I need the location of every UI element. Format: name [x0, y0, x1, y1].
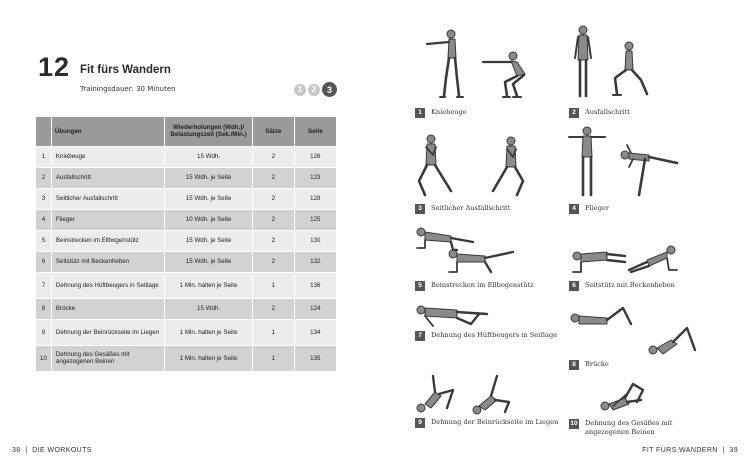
exercise-number-badge: 2 [569, 108, 579, 118]
row-number: 3 [36, 188, 51, 209]
exercise-caption [415, 108, 467, 118]
level-2-badge: 2 [308, 84, 320, 96]
row-repetitions: 1 Min. halten je Seite [165, 272, 253, 298]
right-page [375, 0, 750, 474]
row-page: 134 [294, 319, 336, 345]
row-repetitions: 15 Wdh. je Seite [165, 230, 253, 251]
header-exercise: Übungen [51, 117, 164, 146]
row-page: 128 [294, 188, 336, 209]
row-exercise: Beinstrecken im Ellbogenstütz [51, 230, 164, 251]
row-repetitions: 15 Wdh. je Seite [165, 167, 253, 188]
bridge-illustration [567, 298, 717, 358]
exercise-number-badge: 8 [569, 360, 579, 370]
exercise-caption [569, 108, 630, 118]
section-title-left: DIE WORKOUTS [32, 447, 92, 454]
hip-flexor-stretch-illustration [413, 298, 563, 332]
exercise-number-badge: 4 [569, 204, 579, 214]
table-row [36, 272, 336, 298]
exercise-number-badge: 1 [415, 108, 425, 118]
exercise-label: Kniebeuge [431, 108, 467, 116]
row-exercise: Dehnung des Hüftbeugers in Seitlage [51, 272, 164, 298]
page-number-left: 38 [12, 447, 21, 454]
level-1-badge: 1 [294, 84, 306, 96]
exercise-card-4 [567, 125, 717, 217]
hamstring-stretch-illustration [413, 372, 563, 416]
row-exercise: Flieger [51, 209, 164, 230]
table-row [36, 319, 336, 345]
workout-title: Fit fürs Wandern [80, 64, 171, 76]
row-exercise: Kniebeuge [51, 146, 164, 167]
exercise-card-5 [413, 222, 563, 294]
row-exercise: Dehnung der Beinrückseite im Liegen [51, 319, 164, 345]
exercise-label: Dehnung des Gesäßes mit angezogenen Beinen [585, 419, 673, 436]
row-page: 136 [294, 272, 336, 298]
table-header-row [36, 117, 336, 146]
exercise-caption [415, 204, 510, 214]
difficulty-levels [294, 82, 337, 97]
row-number: 7 [36, 272, 51, 298]
row-number: 6 [36, 251, 51, 272]
row-page: 125 [294, 209, 336, 230]
row-page: 130 [294, 230, 336, 251]
row-sets: 2 [252, 146, 294, 167]
row-page: 126 [294, 146, 336, 167]
lunge-illustration [567, 22, 717, 102]
row-exercise: Ausfallschritt [51, 167, 164, 188]
exercise-label: Flieger [585, 204, 609, 212]
row-number: 9 [36, 319, 51, 345]
exercise-card-6 [567, 222, 717, 294]
table-row [36, 298, 336, 319]
exercise-label: Dehnung der Beinrückseite im Liegen [431, 418, 559, 426]
page-number-right: 39 [729, 447, 738, 454]
row-exercise: Dehnung des Gesäßes mit angezogenen Beinen [51, 345, 164, 371]
row-repetitions: 1 Min. halten je Seite [165, 319, 253, 345]
row-sets: 2 [252, 230, 294, 251]
row-number: 1 [36, 146, 51, 167]
row-sets: 1 [252, 345, 294, 371]
table-row [36, 167, 336, 188]
exercise-number-badge: 6 [569, 281, 579, 291]
elbow-plank-leg-raise-illustration [413, 222, 563, 278]
footer-right [642, 447, 738, 454]
exercise-number-badge: 7 [415, 331, 425, 341]
row-number: 4 [36, 209, 51, 230]
exercise-card-10 [567, 376, 717, 438]
row-sets: 1 [252, 272, 294, 298]
row-repetitions: 15 Wdh. je Seite [165, 251, 253, 272]
exercise-number-badge: 3 [415, 204, 425, 214]
row-page: 123 [294, 167, 336, 188]
exercise-card-8 [567, 298, 717, 374]
exercise-card-7 [413, 298, 563, 348]
row-exercise: Seitlicher Ausfallschritt [51, 188, 164, 209]
row-repetitions: 15 Wdh. je Seite [165, 188, 253, 209]
row-sets: 2 [252, 188, 294, 209]
row-repetitions: 10 Wdh. je Seite [165, 209, 253, 230]
row-page: 135 [294, 345, 336, 371]
row-repetitions: 1 Min. halten je Seite [165, 345, 253, 371]
row-repetitions: 15 Wdh. [165, 298, 253, 319]
workout-number: 12 [38, 52, 71, 82]
row-number: 5 [36, 230, 51, 251]
table-row [36, 146, 336, 167]
glute-stretch-illustration [567, 376, 717, 416]
row-number: 8 [36, 298, 51, 319]
exercise-caption [415, 331, 557, 341]
row-sets: 2 [252, 251, 294, 272]
section-title-right: FIT FÜRS WANDERN [642, 447, 718, 454]
footer-divider: | [22, 447, 30, 454]
row-number: 2 [36, 167, 51, 188]
footer-left [12, 447, 92, 454]
workout-duration: Trainingsdauer: 30 Minuten [80, 85, 176, 93]
side-plank-hip-raise-illustration [567, 222, 717, 278]
row-exercise: Brücke [51, 298, 164, 319]
exercise-caption [569, 360, 609, 370]
header-sets: Sätze [252, 117, 294, 146]
exercise-label: Dehnung des Hüftbeugers in Seitlage [431, 331, 558, 339]
table-row [36, 230, 336, 251]
row-repetitions: 15 Wdh. [165, 146, 253, 167]
row-page: 132 [294, 251, 336, 272]
row-sets: 2 [252, 209, 294, 230]
exercise-card-2 [567, 22, 717, 122]
exercise-caption [569, 281, 675, 291]
exercise-label: Seitlicher Ausfallschritt [431, 204, 511, 212]
header-repetitions: Wiederholungen (Wdh.)/ Belastungszeit (Sek./Min.) [165, 117, 253, 146]
header-page: Seite [294, 117, 336, 146]
footer-divider: | [720, 447, 728, 454]
exercise-card-1 [413, 22, 563, 122]
exercise-number-badge: 10 [569, 419, 579, 429]
exercise-card-3 [413, 125, 563, 217]
airplane-pose-illustration [567, 125, 717, 201]
row-sets: 1 [252, 319, 294, 345]
exercise-label: Ausfallschritt [585, 108, 630, 116]
row-exercise: Seitstütz mit Beckenheben [51, 251, 164, 272]
side-lunge-illustration [413, 125, 563, 201]
level-3-badge-active: 3 [322, 82, 337, 97]
row-sets: 2 [252, 298, 294, 319]
row-sets: 2 [252, 167, 294, 188]
table-row [36, 188, 336, 209]
exercise-caption [569, 419, 717, 437]
exercise-caption [569, 204, 609, 214]
header-number [36, 117, 51, 146]
exercise-table [36, 117, 336, 371]
exercise-card-9 [413, 372, 563, 432]
table-row [36, 345, 336, 371]
exercise-number-badge: 9 [415, 418, 425, 428]
exercise-number-badge: 5 [415, 281, 425, 291]
exercise-label: Seitstütz mit Beckenheben [585, 281, 675, 289]
row-number: 10 [36, 345, 51, 371]
table-row [36, 251, 336, 272]
exercise-label: Brücke [585, 360, 609, 368]
exercise-label: Beinstrecken im Ellbogenstütz [431, 281, 534, 289]
table-row [36, 209, 336, 230]
row-page: 124 [294, 298, 336, 319]
squat-illustration [413, 22, 563, 102]
exercise-caption [415, 418, 558, 428]
exercise-caption [415, 281, 534, 291]
